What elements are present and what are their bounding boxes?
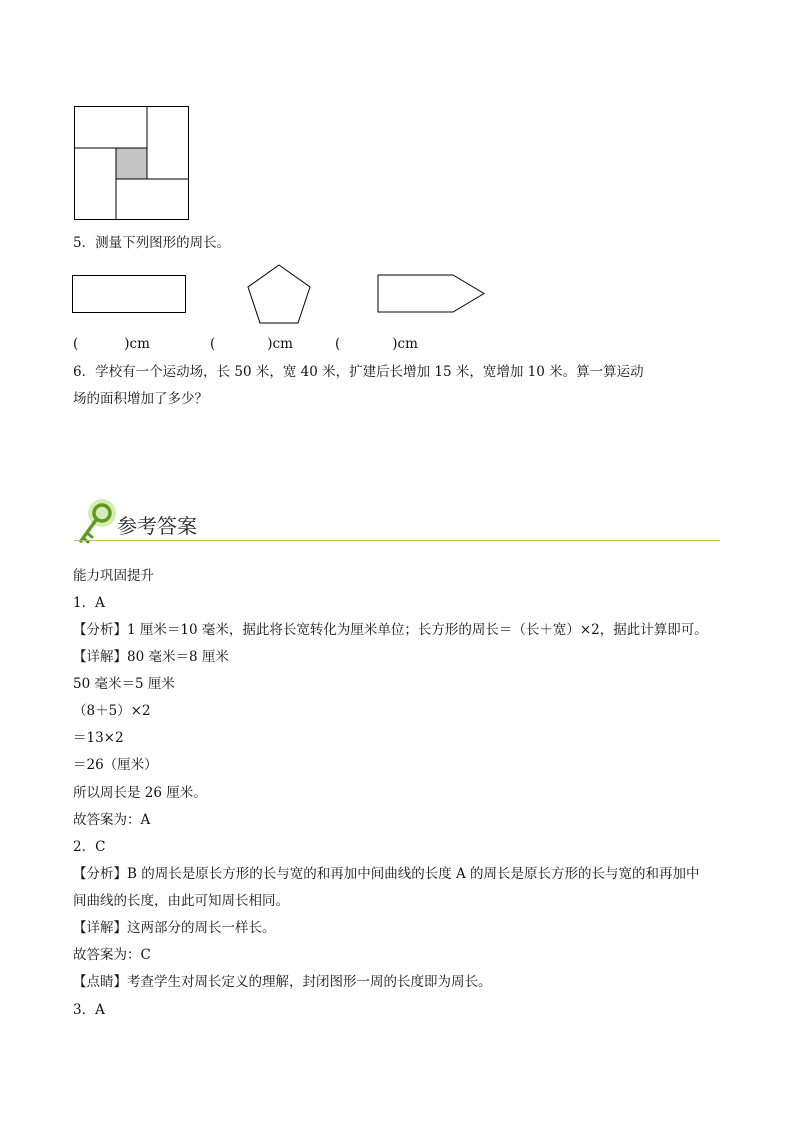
pinwheel-square-figure <box>74 106 190 222</box>
answer-header-rule <box>74 540 720 541</box>
answer-1-detail: 【详解】80 毫米＝8 厘米 <box>73 649 229 665</box>
answer-1-step-2: 50 毫米＝5 厘米 <box>73 676 175 692</box>
question-6-line-1: 6．学校有一个运动场，长 50 米，宽 40 米，扩建后长增加 15 米，宽增加 10 米。算一算运动 <box>73 364 644 380</box>
answer-2-analysis-1: 【分析】B 的周长是原长方形的长与宽的和再加中间曲线的长度 A 的周长是原长方形的长与宽的和再加中 <box>73 866 700 882</box>
pentagon-shape <box>246 264 312 326</box>
answer-header-title: 参考答案 <box>117 514 197 538</box>
answer-2-analysis-2: 间曲线的长度，由此可知周长相同。 <box>73 893 289 909</box>
answer-2-detail: 【详解】这两部分的周长一样长。 <box>73 920 276 936</box>
answer-1-step-4: ＝13×2 <box>73 730 124 746</box>
arrow-pentagon-shape <box>377 274 487 316</box>
blank-2[interactable]: ( )cm <box>210 336 293 352</box>
question-5: 5．测量下列图形的周长。 <box>73 235 231 251</box>
section-title: 能力巩固提升 <box>73 568 154 584</box>
answer-1-step-3: （8＋5）×2 <box>73 703 151 719</box>
answer-1-final: 故答案为：A <box>73 812 151 828</box>
blank-1[interactable]: ( )cm <box>73 336 150 352</box>
answer-1-step-6: 所以周长是 26 厘米。 <box>73 785 207 801</box>
answer-3-number: 3．A <box>73 1002 105 1018</box>
answer-1-step-5: ＝26（厘米） <box>73 757 158 773</box>
answer-1-analysis: 【分析】1 厘米＝10 毫米，据此将长宽转化为厘米单位；长方形的周长＝（长＋宽）×2，据此计算即可。 <box>73 622 708 638</box>
rectangle-shape <box>72 275 188 315</box>
question-6-line-2: 场的面积增加了多少？ <box>73 391 208 407</box>
blank-3[interactable]: ( )cm <box>335 336 418 352</box>
answer-2-point: 【点睛】考查学生对周长定义的理解，封闭图形一周的长度即为周长。 <box>73 974 492 990</box>
answer-2-number: 2．C <box>73 839 106 855</box>
answer-2-final: 故答案为：C <box>73 947 151 963</box>
answer-1-number: 1．A <box>73 595 105 611</box>
